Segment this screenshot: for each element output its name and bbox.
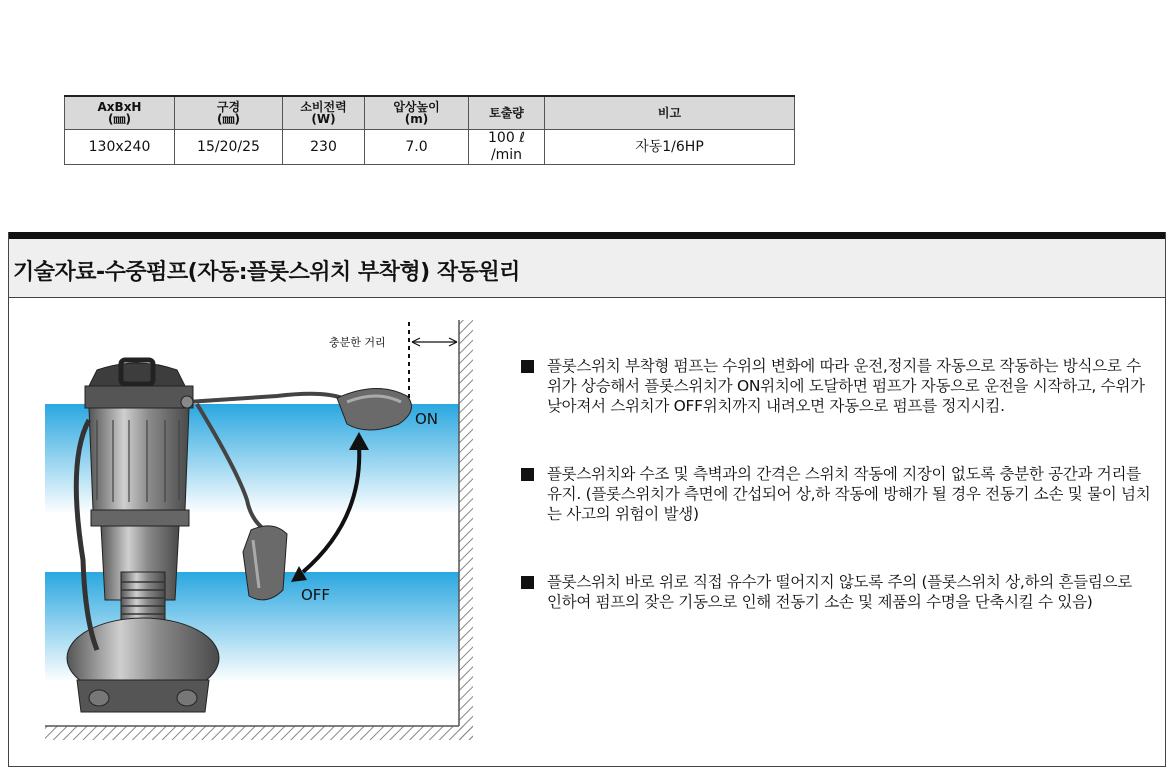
square-bullet-icon [521,360,534,373]
cell-dimensions: 130x240 [65,130,175,165]
header-flow: 토출량 [469,96,545,130]
spec-header-row [65,96,795,130]
off-label: OFF [301,586,331,604]
tank-floor [45,726,473,740]
square-bullet-icon [521,468,534,481]
cell-power: 230 [283,130,365,165]
on-label: ON [415,410,439,428]
cell-bore: 15/20/25 [175,130,283,165]
square-bullet-icon [521,576,534,589]
header-power: 소비전력 (W) [283,96,365,130]
spec-table [64,95,795,165]
technical-section [8,232,1166,767]
header-remark: 비고 [545,96,795,130]
note-item-2: 플롯스위치와 수조 및 측벽과의 간격은 스위치 작동에 지장이 없도록 충분한 공간과 거리를 유지. (플롯스위치가 측면에 간섭되어 상,하 작동에 방해가 될 경우 전동기 소손 및 물이 넘치는 사고의 위험이 발생) [521,464,1151,524]
tank-wall [459,320,473,740]
distance-label: 충분한 거리 [329,336,386,349]
notes-list [521,356,1151,660]
pump-diagram [37,320,479,756]
float-switch-off [243,526,287,600]
section-header [9,232,1165,298]
cell-flow: 100 ℓ /min [469,130,545,165]
cell-head: 7.0 [365,130,469,165]
note-item-1: 플롯스위치 부착형 펌프는 수위의 변화에 따라 운전,정지를 자동으로 작동하는 방식으로 수위가 상승해서 플롯스위치가 ON위치에 도달하면 펌프가 자동으로 운전을 시작하고, 수위가 낮아져서 스위치가 OFF위치까지 내려오면 자동으로 펌프를 정지시킴. [521,356,1151,416]
header-head: 압상높이 (m) [365,96,469,130]
header-dimensions: AxBxH (㎜) [65,96,175,130]
header-bore: 구경 (㎜) [175,96,283,130]
spec-row [65,130,795,165]
cell-remark: 자동1/6HP [545,130,795,165]
section-title: 기술자료-수중펌프(자동:플롯스위치 부착형) 작동원리 [13,260,520,285]
note-item-3: 플롯스위치 바로 위로 직접 유수가 떨어지지 않도록 주의 (플롯스위치 상,하의 흔들림으로 인하여 펌프의 잦은 기동으로 인해 전동기 소손 및 제품의 수명을 단축시킬 수 있음) [521,572,1151,612]
